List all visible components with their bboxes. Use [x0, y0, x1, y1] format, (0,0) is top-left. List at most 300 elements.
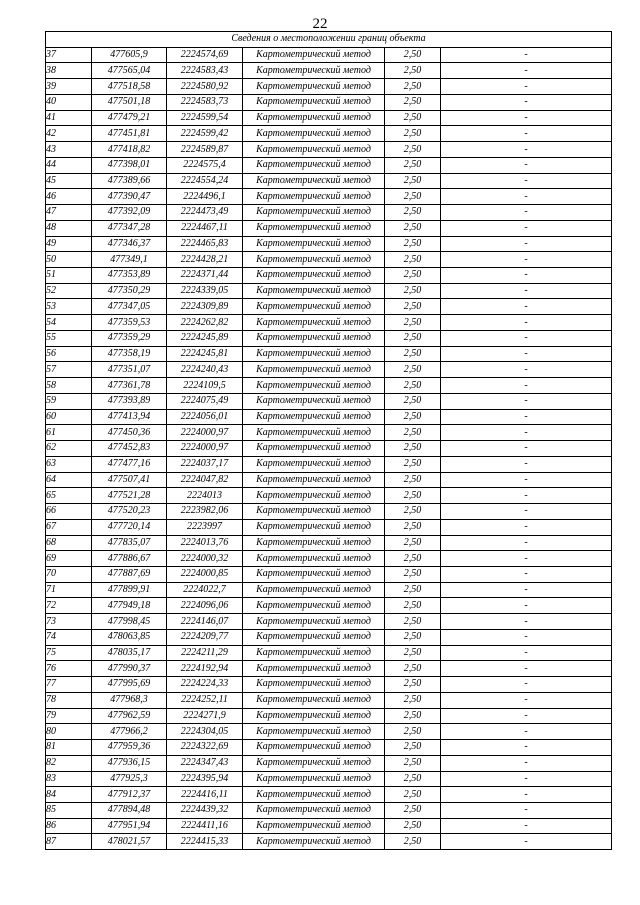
point-number-cell: 55 — [46, 330, 92, 346]
x-coordinate-cell: 477565,04 — [92, 63, 167, 79]
description-cell: - — [441, 629, 612, 645]
description-cell: - — [441, 252, 612, 268]
table-row — [46, 582, 612, 598]
method-cell: Картометрический метод — [243, 834, 385, 850]
point-number-cell: 52 — [46, 283, 92, 299]
description-cell: - — [441, 346, 612, 362]
table-row — [46, 692, 612, 708]
x-coordinate-cell: 477995,69 — [92, 677, 167, 693]
point-number-cell: 76 — [46, 661, 92, 677]
table-row — [46, 677, 612, 693]
accuracy-cell: 2,50 — [385, 425, 441, 441]
method-cell: Картометрический метод — [243, 299, 385, 315]
method-cell: Картометрический метод — [243, 456, 385, 472]
method-cell: Картометрический метод — [243, 63, 385, 79]
y-coordinate-cell: 2224574,69 — [167, 47, 243, 63]
accuracy-cell: 2,50 — [385, 283, 441, 299]
x-coordinate-cell: 477959,36 — [92, 740, 167, 756]
x-coordinate-cell: 477392,09 — [92, 205, 167, 221]
y-coordinate-cell: 2224000,85 — [167, 566, 243, 582]
x-coordinate-cell: 477351,07 — [92, 362, 167, 378]
accuracy-cell: 2,50 — [385, 299, 441, 315]
method-cell: Картометрический метод — [243, 409, 385, 425]
method-cell: Картометрический метод — [243, 755, 385, 771]
accuracy-cell: 2,50 — [385, 692, 441, 708]
method-cell: Картометрический метод — [243, 79, 385, 95]
table-row — [46, 629, 612, 645]
method-cell: Картометрический метод — [243, 787, 385, 803]
accuracy-cell: 2,50 — [385, 236, 441, 252]
table-row — [46, 566, 612, 582]
x-coordinate-cell: 477346,37 — [92, 236, 167, 252]
accuracy-cell: 2,50 — [385, 220, 441, 236]
table-row — [46, 299, 612, 315]
y-coordinate-cell: 2224271,9 — [167, 708, 243, 724]
accuracy-cell: 2,50 — [385, 614, 441, 630]
x-coordinate-cell: 478035,17 — [92, 645, 167, 661]
description-cell: - — [441, 472, 612, 488]
point-number-cell: 46 — [46, 189, 92, 205]
x-coordinate-cell: 477418,82 — [92, 142, 167, 158]
x-coordinate-cell: 477349,1 — [92, 252, 167, 268]
method-cell: Картометрический метод — [243, 142, 385, 158]
accuracy-cell: 2,50 — [385, 456, 441, 472]
accuracy-cell: 2,50 — [385, 519, 441, 535]
point-number-cell: 59 — [46, 393, 92, 409]
accuracy-cell: 2,50 — [385, 629, 441, 645]
table-row — [46, 771, 612, 787]
description-cell: - — [441, 456, 612, 472]
description-cell: - — [441, 787, 612, 803]
y-coordinate-cell: 2224075,49 — [167, 393, 243, 409]
description-cell: - — [441, 535, 612, 551]
description-cell: - — [441, 425, 612, 441]
table-row — [46, 661, 612, 677]
x-coordinate-cell: 477521,28 — [92, 488, 167, 504]
x-coordinate-cell: 477390,47 — [92, 189, 167, 205]
accuracy-cell: 2,50 — [385, 393, 441, 409]
accuracy-cell: 2,50 — [385, 582, 441, 598]
x-coordinate-cell: 477886,67 — [92, 551, 167, 567]
method-cell: Картометрический метод — [243, 488, 385, 504]
description-cell: - — [441, 110, 612, 126]
accuracy-cell: 2,50 — [385, 566, 441, 582]
table-row — [46, 142, 612, 158]
method-cell: Картометрический метод — [243, 802, 385, 818]
y-coordinate-cell: 2224240,43 — [167, 362, 243, 378]
accuracy-cell: 2,50 — [385, 441, 441, 457]
table-row — [46, 614, 612, 630]
point-number-cell: 54 — [46, 315, 92, 331]
description-cell: - — [441, 598, 612, 614]
point-number-cell: 81 — [46, 740, 92, 756]
method-cell: Картометрический метод — [243, 236, 385, 252]
point-number-cell: 44 — [46, 157, 92, 173]
table-row — [46, 802, 612, 818]
y-coordinate-cell: 2224411,16 — [167, 818, 243, 834]
point-number-cell: 84 — [46, 787, 92, 803]
x-coordinate-cell: 477398,01 — [92, 157, 167, 173]
table-row — [46, 378, 612, 394]
method-cell: Картометрический метод — [243, 126, 385, 142]
method-cell: Картометрический метод — [243, 818, 385, 834]
y-coordinate-cell: 2224309,89 — [167, 299, 243, 315]
point-number-cell: 78 — [46, 692, 92, 708]
table-row — [46, 79, 612, 95]
accuracy-cell: 2,50 — [385, 142, 441, 158]
accuracy-cell: 2,50 — [385, 362, 441, 378]
x-coordinate-cell: 477353,89 — [92, 268, 167, 284]
accuracy-cell: 2,50 — [385, 315, 441, 331]
accuracy-cell: 2,50 — [385, 205, 441, 221]
method-cell: Картометрический метод — [243, 94, 385, 110]
y-coordinate-cell: 2224211,29 — [167, 645, 243, 661]
description-cell: - — [441, 205, 612, 221]
description-cell: - — [441, 157, 612, 173]
point-number-cell: 60 — [46, 409, 92, 425]
x-coordinate-cell: 477361,78 — [92, 378, 167, 394]
point-number-cell: 68 — [46, 535, 92, 551]
description-cell: - — [441, 362, 612, 378]
x-coordinate-cell: 478021,57 — [92, 834, 167, 850]
table-row — [46, 818, 612, 834]
point-number-cell: 38 — [46, 63, 92, 79]
description-cell: - — [441, 834, 612, 850]
y-coordinate-cell: 2224022,7 — [167, 582, 243, 598]
description-cell: - — [441, 299, 612, 315]
method-cell: Картометрический метод — [243, 283, 385, 299]
accuracy-cell: 2,50 — [385, 173, 441, 189]
accuracy-cell: 2,50 — [385, 110, 441, 126]
method-cell: Картометрический метод — [243, 582, 385, 598]
x-coordinate-cell: 477887,69 — [92, 566, 167, 582]
table-row — [46, 472, 612, 488]
y-coordinate-cell: 2224599,42 — [167, 126, 243, 142]
y-coordinate-cell: 2224262,82 — [167, 315, 243, 331]
description-cell: - — [441, 551, 612, 567]
description-cell: - — [441, 755, 612, 771]
y-coordinate-cell: 2224037,17 — [167, 456, 243, 472]
table-row — [46, 645, 612, 661]
method-cell: Картометрический метод — [243, 157, 385, 173]
description-cell: - — [441, 677, 612, 693]
y-coordinate-cell: 2224013,76 — [167, 535, 243, 551]
point-number-cell: 67 — [46, 519, 92, 535]
y-coordinate-cell: 2223997 — [167, 519, 243, 535]
description-cell: - — [441, 330, 612, 346]
y-coordinate-cell: 2224000,97 — [167, 441, 243, 457]
x-coordinate-cell: 477451,81 — [92, 126, 167, 142]
point-number-cell: 82 — [46, 755, 92, 771]
description-cell: - — [441, 126, 612, 142]
point-number-cell: 41 — [46, 110, 92, 126]
point-number-cell: 71 — [46, 582, 92, 598]
point-number-cell: 87 — [46, 834, 92, 850]
accuracy-cell: 2,50 — [385, 661, 441, 677]
x-coordinate-cell: 477347,28 — [92, 220, 167, 236]
method-cell: Картометрический метод — [243, 598, 385, 614]
description-cell: - — [441, 409, 612, 425]
x-coordinate-cell: 477359,53 — [92, 315, 167, 331]
y-coordinate-cell: 2224056,01 — [167, 409, 243, 425]
page-number: 22 — [312, 16, 328, 32]
accuracy-cell: 2,50 — [385, 787, 441, 803]
method-cell: Картометрический метод — [243, 708, 385, 724]
accuracy-cell: 2,50 — [385, 79, 441, 95]
table-row — [46, 346, 612, 362]
x-coordinate-cell: 477899,91 — [92, 582, 167, 598]
x-coordinate-cell: 477450,36 — [92, 425, 167, 441]
x-coordinate-cell: 477358,19 — [92, 346, 167, 362]
table-row — [46, 393, 612, 409]
table-row — [46, 126, 612, 142]
y-coordinate-cell: 2224554,24 — [167, 173, 243, 189]
point-number-cell: 49 — [46, 236, 92, 252]
y-coordinate-cell: 2223982,06 — [167, 504, 243, 520]
point-number-cell: 85 — [46, 802, 92, 818]
accuracy-cell: 2,50 — [385, 157, 441, 173]
description-cell: - — [441, 315, 612, 331]
y-coordinate-cell: 2224496,1 — [167, 189, 243, 205]
point-number-cell: 73 — [46, 614, 92, 630]
table-row — [46, 220, 612, 236]
point-number-cell: 74 — [46, 629, 92, 645]
table-row — [46, 63, 612, 79]
accuracy-cell: 2,50 — [385, 535, 441, 551]
y-coordinate-cell: 2224439,32 — [167, 802, 243, 818]
method-cell: Картометрический метод — [243, 189, 385, 205]
x-coordinate-cell: 477413,94 — [92, 409, 167, 425]
y-coordinate-cell: 2224339,05 — [167, 283, 243, 299]
y-coordinate-cell: 2224428,21 — [167, 252, 243, 268]
description-cell: - — [441, 94, 612, 110]
description-cell: - — [441, 63, 612, 79]
method-cell: Картометрический метод — [243, 677, 385, 693]
description-cell: - — [441, 692, 612, 708]
table-row — [46, 47, 612, 63]
point-number-cell: 79 — [46, 708, 92, 724]
table-row — [46, 252, 612, 268]
table-row — [46, 755, 612, 771]
method-cell: Картометрический метод — [243, 740, 385, 756]
point-number-cell: 75 — [46, 645, 92, 661]
x-coordinate-cell: 477452,83 — [92, 441, 167, 457]
description-cell: - — [441, 504, 612, 520]
accuracy-cell: 2,50 — [385, 94, 441, 110]
point-number-cell: 43 — [46, 142, 92, 158]
method-cell: Картометрический метод — [243, 661, 385, 677]
method-cell: Картометрический метод — [243, 315, 385, 331]
accuracy-cell: 2,50 — [385, 598, 441, 614]
table-row — [46, 425, 612, 441]
method-cell: Картометрический метод — [243, 330, 385, 346]
method-cell: Картометрический метод — [243, 566, 385, 582]
table-row — [46, 834, 612, 850]
accuracy-cell: 2,50 — [385, 189, 441, 205]
method-cell: Картометрический метод — [243, 220, 385, 236]
y-coordinate-cell: 2224575,4 — [167, 157, 243, 173]
y-coordinate-cell: 2224146,07 — [167, 614, 243, 630]
table-row — [46, 157, 612, 173]
description-cell: - — [441, 566, 612, 582]
x-coordinate-cell: 477350,29 — [92, 283, 167, 299]
x-coordinate-cell: 477998,45 — [92, 614, 167, 630]
table-row — [46, 94, 612, 110]
point-number-cell: 51 — [46, 268, 92, 284]
table-row — [46, 330, 612, 346]
table-row — [46, 551, 612, 567]
description-cell: - — [441, 173, 612, 189]
y-coordinate-cell: 2224467,11 — [167, 220, 243, 236]
method-cell: Картометрический метод — [243, 441, 385, 457]
accuracy-cell: 2,50 — [385, 268, 441, 284]
table-row — [46, 268, 612, 284]
y-coordinate-cell: 2224000,97 — [167, 425, 243, 441]
table-row — [46, 740, 612, 756]
accuracy-cell: 2,50 — [385, 409, 441, 425]
y-coordinate-cell: 2224013 — [167, 488, 243, 504]
method-cell: Картометрический метод — [243, 472, 385, 488]
point-number-cell: 42 — [46, 126, 92, 142]
method-cell: Картометрический метод — [243, 110, 385, 126]
table-row — [46, 535, 612, 551]
point-number-cell: 63 — [46, 456, 92, 472]
description-cell: - — [441, 708, 612, 724]
point-number-cell: 40 — [46, 94, 92, 110]
point-number-cell: 48 — [46, 220, 92, 236]
description-cell: - — [441, 614, 612, 630]
description-cell: - — [441, 519, 612, 535]
description-cell: - — [441, 818, 612, 834]
point-number-cell: 56 — [46, 346, 92, 362]
point-number-cell: 50 — [46, 252, 92, 268]
table-row — [46, 456, 612, 472]
point-number-cell: 80 — [46, 724, 92, 740]
accuracy-cell: 2,50 — [385, 252, 441, 268]
boundary-points-table — [45, 31, 612, 850]
x-coordinate-cell: 477501,18 — [92, 94, 167, 110]
point-number-cell: 45 — [46, 173, 92, 189]
accuracy-cell: 2,50 — [385, 47, 441, 63]
y-coordinate-cell: 2224580,92 — [167, 79, 243, 95]
point-number-cell: 72 — [46, 598, 92, 614]
description-cell: - — [441, 724, 612, 740]
point-number-cell: 83 — [46, 771, 92, 787]
method-cell: Картометрический метод — [243, 252, 385, 268]
method-cell: Картометрический метод — [243, 504, 385, 520]
table-row — [46, 362, 612, 378]
accuracy-cell: 2,50 — [385, 771, 441, 787]
x-coordinate-cell: 477949,18 — [92, 598, 167, 614]
method-cell: Картометрический метод — [243, 173, 385, 189]
x-coordinate-cell: 477347,05 — [92, 299, 167, 315]
x-coordinate-cell: 477951,94 — [92, 818, 167, 834]
y-coordinate-cell: 2224589,87 — [167, 142, 243, 158]
description-cell: - — [441, 582, 612, 598]
description-cell: - — [441, 393, 612, 409]
x-coordinate-cell: 477936,15 — [92, 755, 167, 771]
table-row — [46, 315, 612, 331]
y-coordinate-cell: 2224583,43 — [167, 63, 243, 79]
method-cell: Картометрический метод — [243, 535, 385, 551]
method-cell: Картометрический метод — [243, 724, 385, 740]
x-coordinate-cell: 477520,23 — [92, 504, 167, 520]
table-row — [46, 441, 612, 457]
point-number-cell: 61 — [46, 425, 92, 441]
point-number-cell: 62 — [46, 441, 92, 457]
accuracy-cell: 2,50 — [385, 126, 441, 142]
point-number-cell: 66 — [46, 504, 92, 520]
y-coordinate-cell: 2224096,06 — [167, 598, 243, 614]
description-cell: - — [441, 441, 612, 457]
accuracy-cell: 2,50 — [385, 677, 441, 693]
y-coordinate-cell: 2224347,43 — [167, 755, 243, 771]
description-cell: - — [441, 645, 612, 661]
point-number-cell: 57 — [46, 362, 92, 378]
point-number-cell: 47 — [46, 205, 92, 221]
accuracy-cell: 2,50 — [385, 802, 441, 818]
x-coordinate-cell: 477393,89 — [92, 393, 167, 409]
x-coordinate-cell: 477605,9 — [92, 47, 167, 63]
point-number-cell: 64 — [46, 472, 92, 488]
method-cell: Картометрический метод — [243, 614, 385, 630]
accuracy-cell: 2,50 — [385, 740, 441, 756]
accuracy-cell: 2,50 — [385, 472, 441, 488]
table-row — [46, 504, 612, 520]
description-cell: - — [441, 378, 612, 394]
table-title-row — [46, 32, 612, 48]
y-coordinate-cell: 2224245,89 — [167, 330, 243, 346]
method-cell: Картометрический метод — [243, 268, 385, 284]
y-coordinate-cell: 2224304,05 — [167, 724, 243, 740]
method-cell: Картометрический метод — [243, 519, 385, 535]
table-row — [46, 519, 612, 535]
description-cell: - — [441, 142, 612, 158]
y-coordinate-cell: 2224192,94 — [167, 661, 243, 677]
y-coordinate-cell: 2224322,69 — [167, 740, 243, 756]
table-row — [46, 189, 612, 205]
method-cell: Картометрический метод — [243, 692, 385, 708]
point-number-cell: 65 — [46, 488, 92, 504]
method-cell: Картометрический метод — [243, 346, 385, 362]
method-cell: Картометрический метод — [243, 393, 385, 409]
x-coordinate-cell: 477990,37 — [92, 661, 167, 677]
method-cell: Картометрический метод — [243, 551, 385, 567]
x-coordinate-cell: 477389,66 — [92, 173, 167, 189]
x-coordinate-cell: 477477,16 — [92, 456, 167, 472]
y-coordinate-cell: 2224000,32 — [167, 551, 243, 567]
x-coordinate-cell: 477507,41 — [92, 472, 167, 488]
x-coordinate-cell: 477912,37 — [92, 787, 167, 803]
point-number-cell: 86 — [46, 818, 92, 834]
method-cell: Картометрический метод — [243, 378, 385, 394]
x-coordinate-cell: 477894,48 — [92, 802, 167, 818]
accuracy-cell: 2,50 — [385, 755, 441, 771]
method-cell: Картометрический метод — [243, 645, 385, 661]
accuracy-cell: 2,50 — [385, 346, 441, 362]
method-cell: Картометрический метод — [243, 771, 385, 787]
accuracy-cell: 2,50 — [385, 818, 441, 834]
x-coordinate-cell: 477966,2 — [92, 724, 167, 740]
y-coordinate-cell: 2224395,94 — [167, 771, 243, 787]
y-coordinate-cell: 2224415,33 — [167, 834, 243, 850]
table-row — [46, 787, 612, 803]
accuracy-cell: 2,50 — [385, 488, 441, 504]
table-row — [46, 488, 612, 504]
description-cell: - — [441, 661, 612, 677]
x-coordinate-cell: 477835,07 — [92, 535, 167, 551]
table-title: Сведения о местоположении границ объекта — [46, 32, 612, 48]
